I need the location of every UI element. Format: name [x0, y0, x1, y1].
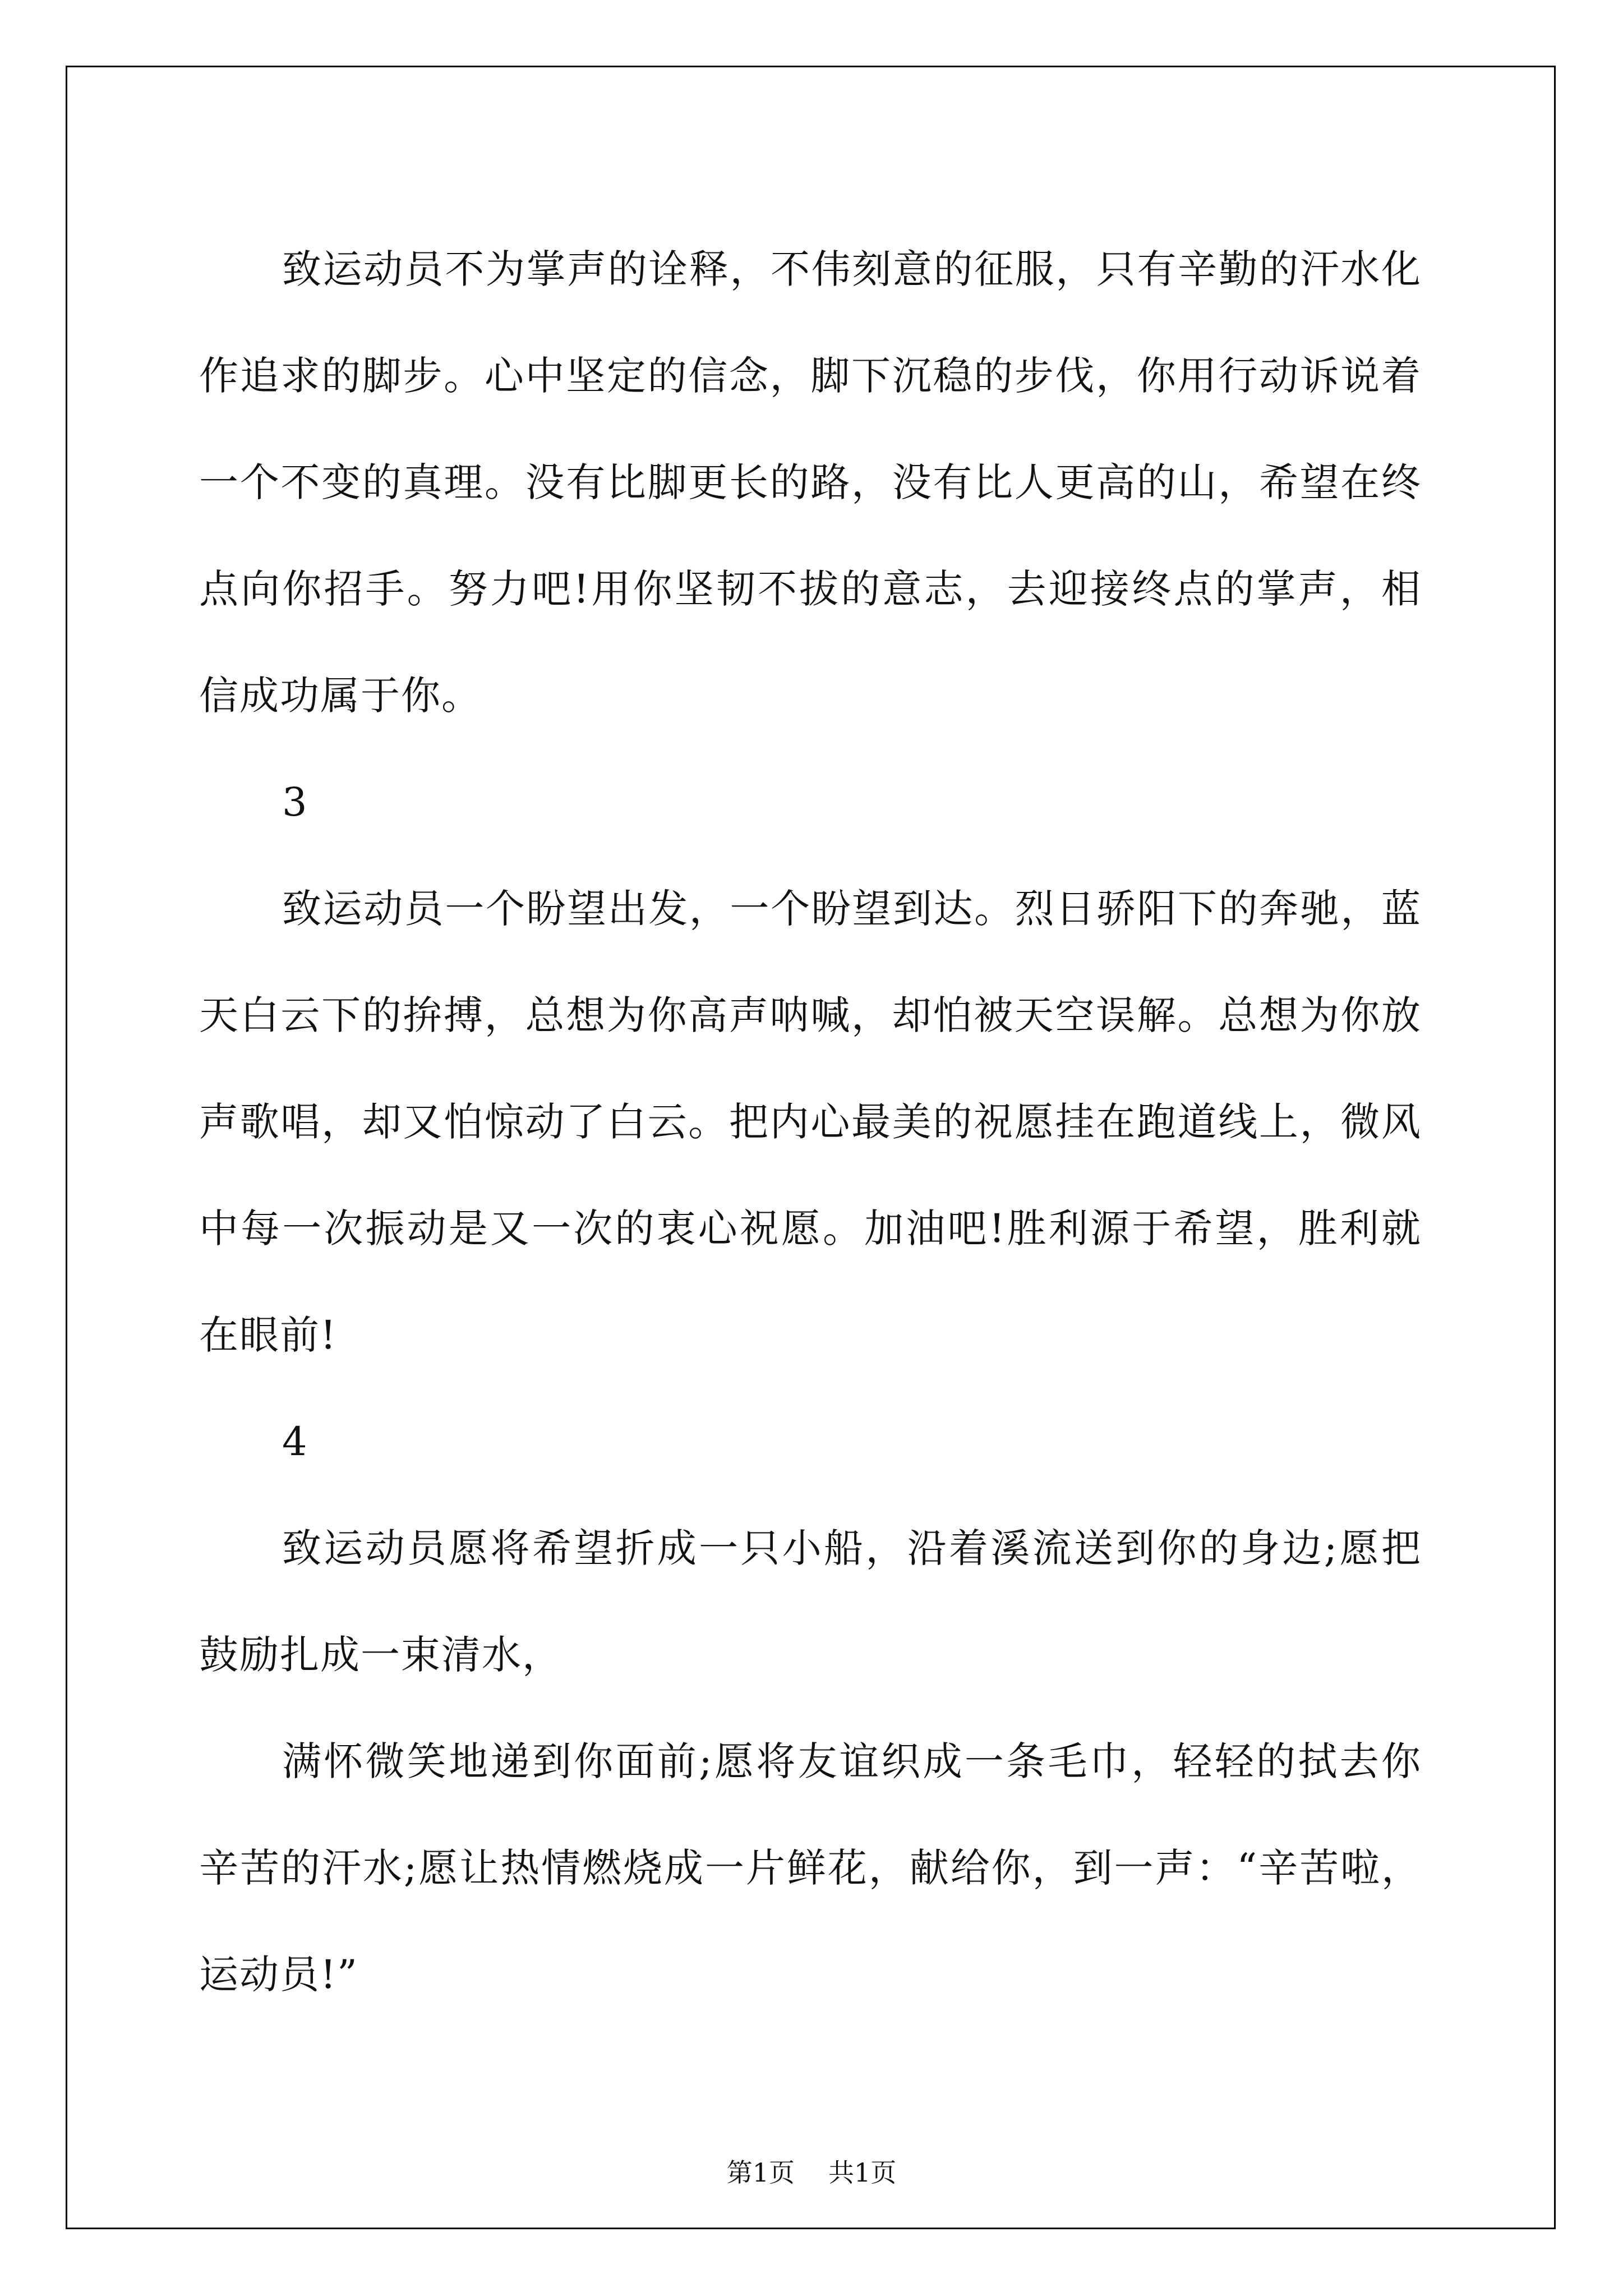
- page-total: 共1页: [828, 2157, 897, 2188]
- paragraph-athlete-3-continued: 满怀微笑地递到你面前;愿将友谊织成一条毛巾，轻轻的拭去你辛苦的汗水;愿让热情燃烧成一片鲜花，献给你，到一声：“辛苦啦，运动员!”: [199, 1738, 1422, 1998]
- section-number-4: 4: [282, 1419, 308, 1465]
- paragraph-athlete-2: 致运动员一个盼望出发，一个盼望到达。烈日骄阳下的奔驰，蓝天白云下的拚搏，总想为你高声呐喊，却怕被天空误解。总想为你放声歌唱，却又怕惊动了白云。把内心最美的祝愿挂在跑道线上，微风中每一次振动是又一次的衷心祝愿。加油吧!胜利源于希望，胜利就在眼前!: [199, 886, 1422, 1358]
- document-body: [199, 216, 1422, 2028]
- paragraph-athlete-1: 致运动员不为掌声的诠释，不伟刻意的征服，只有辛勤的汗水化作追求的脚步。心中坚定的信念，脚下沉稳的步伐，你用行动诉说着一个不变的真理。没有比脚更长的路，没有比人更高的山，希望在终点向你招手。努力吧!用你坚韧不拔的意志，去迎接终点的掌声，相信成功属于你。: [199, 246, 1422, 719]
- page-footer: [0, 2156, 1623, 2189]
- paragraph-athlete-3: 致运动员愿将希望折成一只小船，沿着溪流送到你的身边;愿把鼓励扎成一束清水，: [199, 1525, 1422, 1678]
- page-number: 第1页: [726, 2157, 795, 2188]
- section-number-3: 3: [282, 779, 308, 825]
